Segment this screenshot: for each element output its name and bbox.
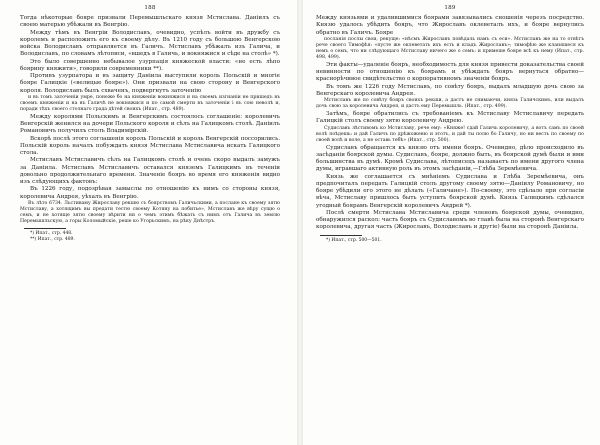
- right-page: [302, 0, 600, 445]
- paragraph: Тогда нѣкоторые бояре призвали Перемышльскаго князя Мстислава. Даніилъ съ своею матерью убѣжали въ Венгрію.: [20, 15, 280, 29]
- quotation: и въ томъ заточеніи умре, понеже бо на княженіи вокняжися и на своемъ изгнаніи не пришедъ въ своемъ княженіи и на въ Галичѣ не вокняжися и по самой смерти въ заточеніи і въ сою неволѣ и, поради тѣхъ своего столнаго града дѣтей своихъ (Ипат., стр. 489).: [20, 94, 280, 112]
- footnote: *) Ипат., стр. 448.: [30, 230, 73, 236]
- page-number: 189: [444, 5, 456, 11]
- quotation: Судиславъ лѣстивомъ ко Мстиславу, рече ему: «Княже! сдай Галичь королевичу, а вотъ самъ по своей волѣ поѣдешь: и дай Галичъ по дрѣжоженю и этотъ, и дай ты полю бо Галичу, но ни весть по своему по своей волѣ и воле, а не оставь тебѣ» (Ипат., стр. 500).: [316, 125, 584, 143]
- paragraph: Мстиславъ Мстиславичъ сѣлъ на Галицкомъ столѣ и очень скоро выдалъ замужъ за Даніила. Мстиславъ Мстиславичъ оставался княземъ Галицкимъ въ теченіи довольно продолжительнаго времени. Значеніе бояръ во время его княженія видно изъ слѣдующихъ фактовъ:: [20, 157, 280, 185]
- paragraph: Князь же соглашается съ мнѣніемъ Судислава и Глѣба Зеремѣевича, онъ предпочиталъ передать Галицкій столъ другому своему зятю—Даніилу Романовичу, но бояре убѣдили его этого не дѣлать («Галичане»). По-своему, это сдѣлало при согласіи вѣча, Мстиславу пришлось быть уступить боярской думѣ. Князь Галицкимъ сдѣлался угодный боярамъ Венгерскій королевичъ Андрей *).: [316, 173, 584, 209]
- page-body: [316, 15, 584, 243]
- footnote-divider: [320, 235, 362, 236]
- footnote: **) Ипат., стр. 489.: [30, 236, 75, 242]
- paragraph: Противъ узурпатора и въ защиту Даніила выступили король Польскій и многіе бояре Галицкіе («велицые бояре»). Они призвали на свою сторону и Венгерского короля. Володиславъ былъ схваченъ, подвергнутъ заточенію: [20, 73, 280, 94]
- footnote-divider: [24, 228, 66, 229]
- left-page: [0, 0, 298, 445]
- page-number: 188: [144, 5, 156, 11]
- paragraph: Затѣмъ, бояре обратились съ требованіемъ къ Мстиславу Мстиславичу передать Галицкій столъ своему зятю королевичу Андрею.: [316, 111, 584, 125]
- paragraph: Судиславъ обращается къ князю отъ имени бояръ. Очевидно, дѣло происходило въ засѣданіи боярской думы. Судиславъ, бояре, должно быть, въ боярской думѣ были и ими большинства въ думѣ. Кромѣ Судислава, лѣтописецъ называетъ по имени другого члена думы, игравшаго активную роль въ этомъ засѣданіи,—Глѣба Зеремѣевича.: [316, 144, 584, 173]
- quotation: Мстиславъ же по совѣту бояръ своихъ рекши, а дастъ не снимаючи, князь Галичскимъ, или выдалъ дочь свою за королевича Андрея, и дастъ ему Перемышль. (Ипат., стр. 499).: [316, 98, 584, 109]
- paragraph: Въ 1226 году, подозрѣвая замыслы по отношенію къ нимъ со стороны князя, королевича Андрея, уѣхалъ въ Венгрію.: [20, 186, 280, 200]
- paragraph: Эти факты—удаленіе бояръ, необходимость для князя привести доказательства своей невинности по отношенію къ боярамъ и убѣждать бояръ вернуться обратно—краснорѣчивое свидѣтельство о корпоративномъ значеніи бояръ.: [316, 61, 584, 83]
- quotation: посланія послы свои, рекуще: «нѣсмъ Жирославъ повѣдаль намъ съ еси». Мстиславъ же на то отвѣтъ рече своего Тимофѣя: «пусте же оклеветать ихъ есть и кладъ Жирославъ»; тимофѣю же кланяшеся къ немъ о семъ, что ни слѣдующаго Мстиславу ничего же о семъ: и примеше бояре всѣ къ нему (Ипат., стр. 498, 499).: [316, 36, 584, 60]
- paragraph: Это было совершенно небывалое узурпація княжеской власти: «не есть лѣпо боярину княжити», говорили современники **).: [20, 58, 280, 72]
- paragraph: Между князьями и удалившимися боярами завязывались сношенія черезъ посредство. Князю удалось убѣдить бояръ, что Жирославъ оклеветалъ ихъ, и бояре вернулись обратно въ Галичъ. Бояре: [316, 15, 584, 36]
- page-body: [20, 15, 280, 242]
- quotation: Въ лѣто 6734. Льстиваму Жирославу рекшю съ боярствомъ Галичьскими, а послане къ своему зятю Мстиславу, а хотящимъ вы предати тестю своему Котяну на побитье», Мстиславъ же вѣру сущю о семъ, и не хотяще зятю своему вѣрити ни о чемъ этимъ бѣжать съ нимъ отъ Галича въ землю Перемышльскую, а горы Коломыйскіе, реше ко Угорьскимъ, на рѣку Днѣстръ.: [20, 200, 280, 224]
- paragraph: Послѣ смерти Мстислава Мстиславича среди членовъ боярской думы, очевидно, обнаружился раскол: часть бояръ съ Судиславомъ во главѣ была на сторонѣ Венгерскаго королевича, другая часть (Жирославъ, Володиславъ и другіе) были на сторонѣ Даніила.: [316, 209, 584, 231]
- paragraph: Въ томъ же 1226 году Мстиславъ, по совѣту бояръ, выдалъ младшую дочь свою за Венгерскаго королевича Андрея.: [316, 83, 584, 97]
- footnote: *) Ипат., стр. 500—501.: [326, 237, 382, 243]
- paragraph: Вскорѣ послѣ этого соглашенія король Польскій и король Венгерскій поссорились. Польскій король началъ побуждать князя Мстислава Мстиславича искать Галицкого стола.: [20, 135, 280, 156]
- paragraph: Между королями Польскимъ и Венгерскимъ состоялось соглашеніе: королевичъ Венгерскій женился на дочери Польского короля и сѣлъ на Галицкомъ столѣ. Даніилъ Романовичъ получилъ столъ Владимірскій.: [20, 113, 280, 135]
- paragraph: Между тѣмъ въ Венгріи Володиславъ, очевидно, успѣлъ войти въ дружбу съ королемъ и расположить его къ своему дѣлу. Въ 1210 году съ большою Венгерскою войска Володиславъ отправляется въ Галичъ. Мстиславъ убѣжалъ изъ Галича, и Володиславъ, по словамъ лѣтописи, «вшедъ в Галичь, и вокняжися и сѣде на столѣ» *).: [20, 29, 280, 58]
